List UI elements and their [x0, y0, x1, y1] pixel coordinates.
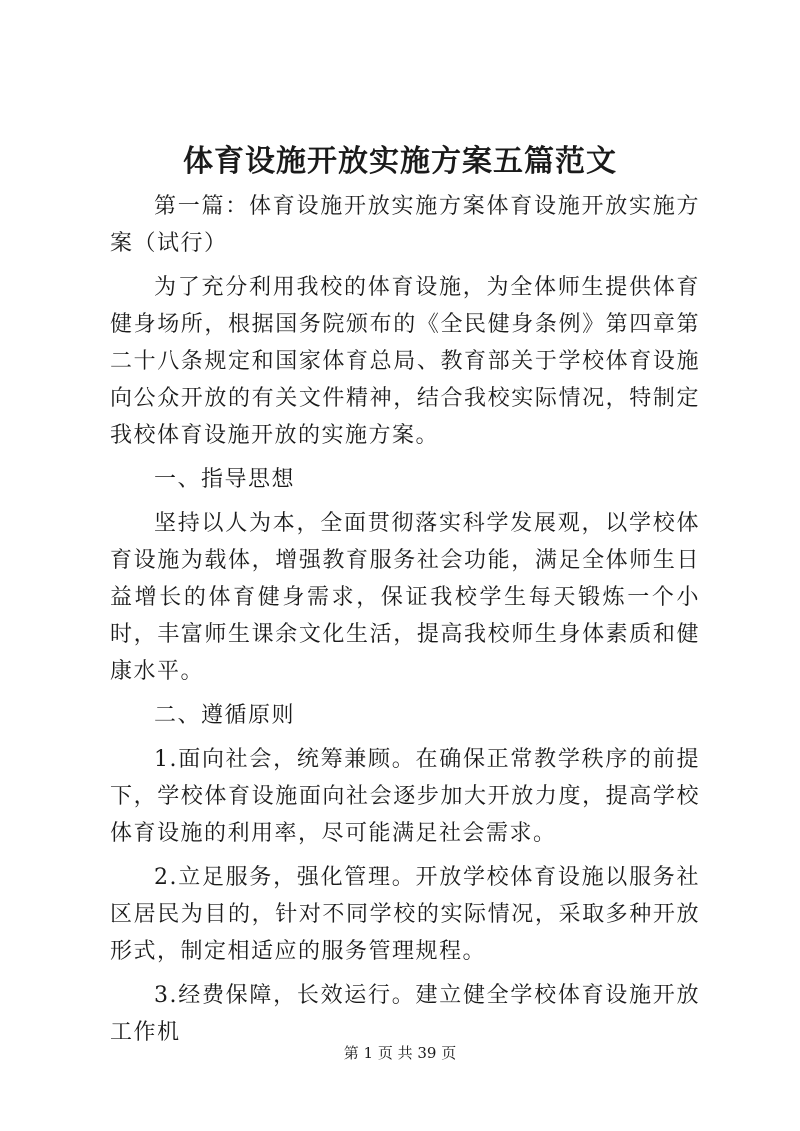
- heading-principles: 二、遵循原则: [154, 703, 296, 728]
- paragraph-principle-2: 2.立足服务，强化管理。开放学校体育设施以服务社区居民为目的，针对不同学校的实际情况，采取多种开放形式，制定相适应的服务管理规程。: [110, 865, 700, 964]
- paragraph-intro: 为了充分利用我校的体育设施，为全体师生提供体育健身场所，根据国务院颁布的《全民健身条例》第四章第二十八条规定和国家体育总局、教育部关于学校体育设施向公众开放的有关文件精神，结合我校实际情况，特制定我校体育设施开放的实施方案。: [110, 275, 700, 448]
- paragraph-principle-1: 1.面向社会，统筹兼顾。在确保正常教学秩序的前提下，学校体育设施面向社会逐步加大开放力度，提高学校体育设施的利用率，尽可能满足社会需求。: [110, 747, 700, 846]
- heading-guiding-ideology: 一、指导思想: [154, 467, 296, 492]
- document-title: 体育设施开放实施方案五篇范文: [183, 144, 617, 179]
- paragraph-section-heading: 第一篇：体育设施开放实施方案体育设施开放实施方案（试行）: [110, 194, 700, 256]
- page-footer: 第 1 页 共 39 页: [343, 1044, 457, 1062]
- paragraph-principle-3: 3.经费保障，长效运行。建立健全学校体育设施开放工作机: [110, 983, 700, 1045]
- document-body: [110, 188, 700, 1051]
- paragraph-guiding-ideology: 坚持以人为本，全面贯彻落实科学发展观，以学校体育设施为载体，增强教育服务社会功能，满足全体师生日益增长的体育健身需求，保证我校学生每天锻炼一个小时，丰富师生课余文化生活，提高我校师生身体素质和健康水平。: [110, 511, 700, 684]
